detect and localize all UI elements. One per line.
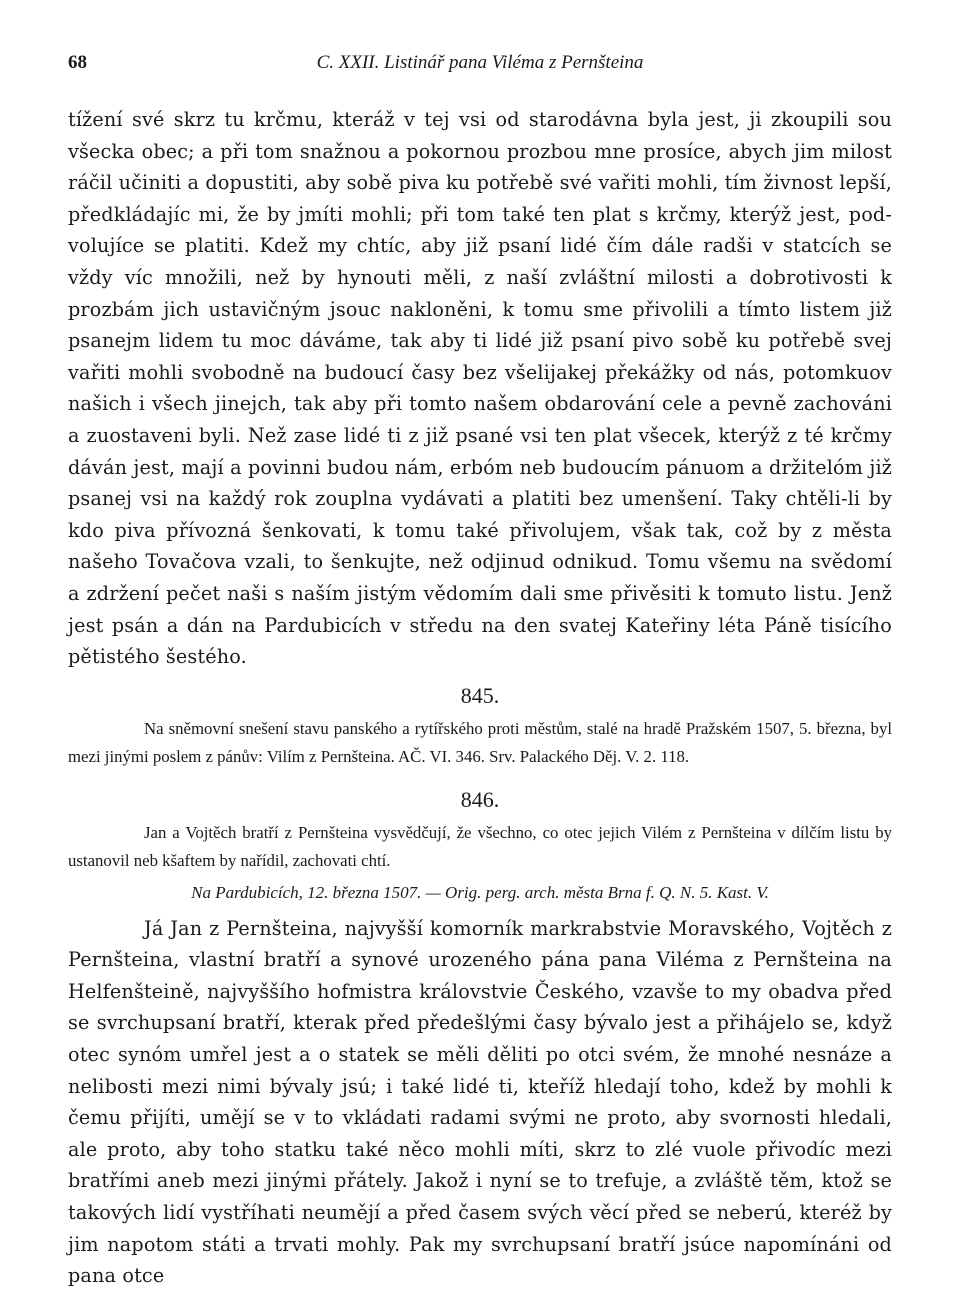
- document-page: [68, 52, 892, 1292]
- document-summary-845: Na sněmovní snešení stavu panského a rytířského proti městům, stalé na hradě Pražském 1507, 5. března, byl mezi jinými poslem z pánův: Vilím z Pernšteina. AČ. VI. 346. Srv. Palackého Děj. V. 2. 118.: [68, 718, 892, 766]
- continued-paragraph: tížení své skrz tu krčmu, kteráž v tej vsi od starodávna byla jest, ji zkoupili sou všecka obec; a při tom snažnou a pokornou prozbou mne prosíce, abych jim milost ráčil učiniti a dopustiti, aby sobě piva ku potřebě své vařiti mohli, tím živnost lepší, předkládajíc mi, že by jmíti mohli; při tom také ten plat s krčmy, kterýž jest, pod-volujíce se platiti. Kdež my chtíc, aby již psaní lidé čím dále radši v statcích se vždy víc množili, než by hynouti měli, z naší zvláštní milosti a dobrotivosti k prozbám jich ustavičným jsouc nakloněni, k tomu sme přivolili a tímto listem již psanejm lidem tu moc dáváme, tak aby ti lidé již psaní pivo sobě ku potřebě svej vařiti mohli svobodně na budoucí časy bez všelijakej překážky od nás, potomkuov našich i všech jinejch, tak aby při tomto našem obdarování cele a pevně zachováni a zuostaveni byli. Než zase lidé ti z již psané vsi ten plat všecek, kterýž z té krčmy dáván jest, mají a povinni budou nám, erbóm neb budoucím pánuom a držitelóm již psanej vsi na každý rok zouplna vydávati a platiti bez umenšení. Taky chtěli-li by kdo piva přívozná šenkovati, k tomu také přivolujem, však tak, což by z města našeho Tovačova vzali, to šenkujte, než odjinud odnikud. Tomu všemu na svědomí a zdržení pečet naši s naším jistým vědomím dali sme přivěsiti k tomuto listu. Jenž jest psán a dán na Pardubicích v středu na den svatej Kateřiny léta Páně tisícího pětistého šestého.: [68, 108, 892, 669]
- document-number-846: 846.: [460, 786, 500, 812]
- page-number: 68: [68, 52, 87, 73]
- document-number-845: 845.: [460, 682, 500, 708]
- document-text-846: Já Jan z Pernšteina, najvyšší komorník markrabstvie Moravského, Vojtěch z Pernšteina, vlastní bratří a synové urozeného pána pana Viléma z Pernšteina na Helfenšteině, najvyššího hofmistra královstvie Českého, vzavše to my obadva před se svrchupsaní bratří, kterak před předešlými časy bývalo jest a přihájelo se, když otec synóm umřel jest a o statek se měli děliti po otci svém, že mnohé nesnáze a nelibosti mezi nimi bývaly jsú; i také lidé ti, kteříž hledají toho, kdež by mohli k čemu přijíti, umějí se v to vkládati radami svými ne proto, aby svornosti hledali, ale proto, aby toho statku také něco mohli míti, skrz to zlé vuole přivodíc mezi bratřími aneb mezi jinými přátely. Jakož i nyní se to trefuje, a zvláště těm, ktož se takových lidí vystříhati neumějí a před časem svých věcí před se neberú, kteréž by jim napotom státi a trvati mohly. Pak my svrchupsaní bratří jsúce napomínáni od pana otce: [68, 916, 892, 1288]
- header-title: C. XXII. Listinář pana Viléma z Pernšteina: [316, 52, 644, 73]
- document-summary-846: Jan a Vojtěch bratří z Pernšteina vysvědčují, že všechno, co otec jejich Vilém z Pernšteina v dílčím listu by ustanovil neb kšaftem by nařídil, zachovati chtí.: [68, 822, 892, 870]
- section-gap: [68, 771, 892, 777]
- document-source-846: Na Pardubicích, 12. března 1507. — Orig. perg. arch. města Brna f. Q. N. 5. Kast. V.: [191, 882, 769, 902]
- running-head: [68, 52, 892, 82]
